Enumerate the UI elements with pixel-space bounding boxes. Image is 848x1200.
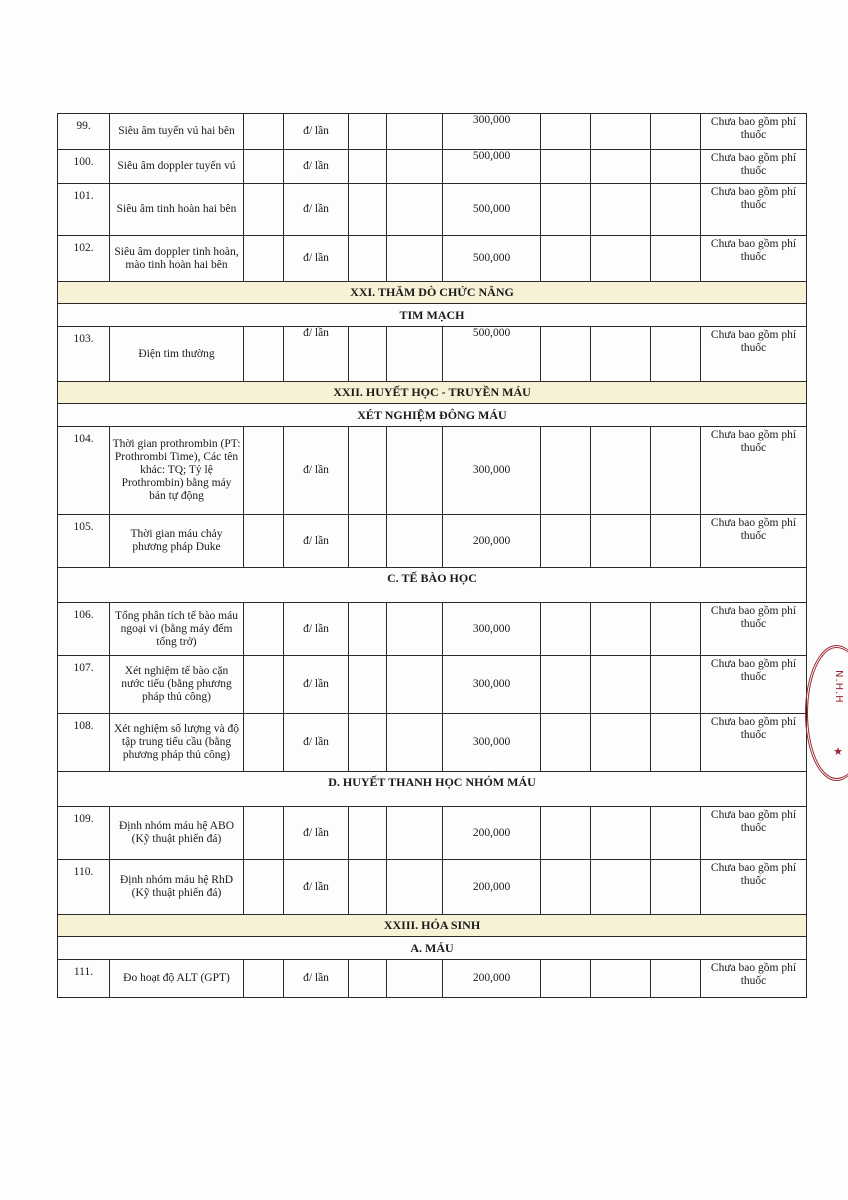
service-name: Điện tim thường [110,327,244,382]
empty-cell [387,150,443,184]
service-name: Thời gian prothrombin (PT: Prothrombi Time), Các tên khác: TQ; Tỷ lệ Prothrombin) bằng máy bán tự động [110,427,244,515]
empty-cell [651,960,701,998]
note-cell: Chưa bao gồm phí thuốc [701,603,807,656]
note-cell: Chưa bao gồm phí thuốc [701,427,807,515]
service-name: Thời gian máu chảy phương pháp Duke [110,515,244,568]
service-name: Siêu âm doppler tinh hoàn, mào tinh hoàn hai bên [110,236,244,282]
empty-cell [387,714,443,772]
table-row [58,860,807,915]
price-cell: 300,000 [443,603,541,656]
price-cell: 300,000 [443,656,541,714]
unit-cell: đ/ lần [284,960,349,998]
price-cell: 200,000 [443,807,541,860]
empty-cell [541,236,591,282]
service-price-table [57,113,807,998]
empty-cell [349,327,387,382]
subsection-title: A. MÁU [58,937,807,960]
table-row [58,714,807,772]
service-name: Xét nghiệm số lượng và độ tập trung tiểu cầu (bằng phương pháp thủ công) [110,714,244,772]
row-number: 101. [58,184,110,236]
service-name: Tổng phân tích tế bào máu ngoại vi (bằng máy đếm tổng trở) [110,603,244,656]
service-name: Xét nghiệm tế bào cặn nước tiểu (bằng phương pháp thủ công) [110,656,244,714]
table-row [58,236,807,282]
empty-cell [651,184,701,236]
service-name: Định nhóm máu hệ ABO (Kỹ thuật phiến đá) [110,807,244,860]
empty-cell [244,807,284,860]
empty-cell [349,515,387,568]
empty-cell [387,184,443,236]
empty-cell [591,807,651,860]
unit-cell: đ/ lần [284,114,349,150]
empty-cell [349,807,387,860]
price-cell: 200,000 [443,515,541,568]
row-number: 106. [58,603,110,656]
empty-cell [651,860,701,915]
section-title: XXII. HUYẾT HỌC - TRUYỀN MÁU [58,382,807,404]
empty-cell [349,236,387,282]
note-cell: Chưa bao gồm phí thuốc [701,656,807,714]
empty-cell [591,603,651,656]
empty-cell [651,427,701,515]
table-row [58,603,807,656]
unit-cell: đ/ lần [284,236,349,282]
empty-cell [244,515,284,568]
note-cell: Chưa bao gồm phí thuốc [701,150,807,184]
price-list-page [57,113,806,998]
empty-cell [591,427,651,515]
empty-cell [541,656,591,714]
empty-cell [387,960,443,998]
seal-text: N.H.H [833,670,844,704]
empty-cell [349,184,387,236]
empty-cell [541,427,591,515]
empty-cell [387,656,443,714]
empty-cell [651,236,701,282]
empty-cell [244,656,284,714]
empty-cell [651,807,701,860]
price-cell: 500,000 [443,236,541,282]
empty-cell [591,515,651,568]
seal-star-icon: ★ [833,746,843,758]
row-number: 99. [58,114,110,150]
subsection-header-row [58,937,807,960]
unit-cell: đ/ lần [284,427,349,515]
empty-cell [651,114,701,150]
empty-cell [541,960,591,998]
empty-cell [349,150,387,184]
empty-cell [244,327,284,382]
empty-cell [591,236,651,282]
section-header-row [58,382,807,404]
table-row [58,427,807,515]
unit-cell: đ/ lần [284,860,349,915]
official-seal [805,645,848,781]
empty-cell [349,714,387,772]
empty-cell [387,327,443,382]
table-row [58,184,807,236]
unit-cell: đ/ lần [284,184,349,236]
note-cell: Chưa bao gồm phí thuốc [701,807,807,860]
price-cell: 300,000 [443,714,541,772]
empty-cell [349,860,387,915]
subsection-header-row [58,304,807,327]
table-row [58,960,807,998]
empty-cell [541,515,591,568]
empty-cell [387,603,443,656]
subsection-title: TIM MẠCH [58,304,807,327]
note-cell: Chưa bao gồm phí thuốc [701,860,807,915]
empty-cell [541,714,591,772]
unit-cell: đ/ lần [284,807,349,860]
unit-cell: đ/ lần [284,603,349,656]
unit-cell: đ/ lần [284,714,349,772]
empty-cell [651,327,701,382]
empty-cell [651,603,701,656]
empty-cell [387,236,443,282]
unit-cell: đ/ lần [284,656,349,714]
service-name: Siêu âm tuyến vú hai bên [110,114,244,150]
empty-cell [349,114,387,150]
empty-cell [651,515,701,568]
empty-cell [591,184,651,236]
empty-cell [591,960,651,998]
note-cell: Chưa bao gồm phí thuốc [701,184,807,236]
empty-cell [349,427,387,515]
price-cell: 500,000 [443,327,541,382]
price-cell: 300,000 [443,114,541,150]
subsection-title: XÉT NGHIỆM ĐÔNG MÁU [58,404,807,427]
row-number: 103. [58,327,110,382]
row-number: 110. [58,860,110,915]
section-title: XXIII. HÓA SINH [58,915,807,937]
empty-cell [541,114,591,150]
subsection-header-row [58,404,807,427]
empty-cell [591,860,651,915]
empty-cell [541,603,591,656]
service-name: Siêu âm tinh hoàn hai bên [110,184,244,236]
unit-cell: đ/ lần [284,150,349,184]
table-row [58,515,807,568]
row-number: 104. [58,427,110,515]
empty-cell [387,114,443,150]
row-number: 102. [58,236,110,282]
empty-cell [591,150,651,184]
table-row [58,327,807,382]
empty-cell [244,150,284,184]
table-row [58,656,807,714]
note-cell: Chưa bao gồm phí thuốc [701,714,807,772]
subsection-title: D. HUYẾT THANH HỌC NHÓM MÁU [58,772,807,807]
row-number: 105. [58,515,110,568]
section-title: XXI. THĂM DÒ CHỨC NĂNG [58,282,807,304]
empty-cell [244,184,284,236]
empty-cell [591,656,651,714]
section-header-row [58,282,807,304]
empty-cell [244,960,284,998]
unit-cell: đ/ lần [284,327,349,382]
empty-cell [651,714,701,772]
empty-cell [244,427,284,515]
row-number: 107. [58,656,110,714]
service-name: Định nhóm máu hệ RhD (Kỹ thuật phiến đá) [110,860,244,915]
empty-cell [541,860,591,915]
service-name: Đo hoạt độ ALT (GPT) [110,960,244,998]
table-row [58,807,807,860]
empty-cell [349,656,387,714]
empty-cell [651,656,701,714]
service-name: Siêu âm doppler tuyến vú [110,150,244,184]
price-cell: 300,000 [443,427,541,515]
price-cell: 200,000 [443,960,541,998]
section-header-row [58,915,807,937]
empty-cell [387,515,443,568]
empty-cell [349,960,387,998]
empty-cell [541,327,591,382]
unit-cell: đ/ lần [284,515,349,568]
empty-cell [387,427,443,515]
note-cell: Chưa bao gồm phí thuốc [701,960,807,998]
empty-cell [541,184,591,236]
table-row [58,114,807,150]
subsection-header-row [58,772,807,807]
empty-cell [591,114,651,150]
table-row [58,150,807,184]
empty-cell [651,150,701,184]
empty-cell [244,714,284,772]
empty-cell [244,236,284,282]
empty-cell [541,807,591,860]
empty-cell [349,603,387,656]
empty-cell [244,860,284,915]
row-number: 108. [58,714,110,772]
price-cell: 500,000 [443,150,541,184]
empty-cell [541,150,591,184]
empty-cell [591,327,651,382]
empty-cell [387,860,443,915]
price-cell: 200,000 [443,860,541,915]
empty-cell [591,714,651,772]
note-cell: Chưa bao gồm phí thuốc [701,327,807,382]
subsection-title: C. TẾ BÀO HỌC [58,568,807,603]
note-cell: Chưa bao gồm phí thuốc [701,236,807,282]
empty-cell [244,114,284,150]
row-number: 100. [58,150,110,184]
row-number: 111. [58,960,110,998]
price-cell: 500,000 [443,184,541,236]
note-cell: Chưa bao gồm phí thuốc [701,114,807,150]
row-number: 109. [58,807,110,860]
empty-cell [244,603,284,656]
subsection-header-row [58,568,807,603]
note-cell: Chưa bao gồm phí thuốc [701,515,807,568]
empty-cell [387,807,443,860]
